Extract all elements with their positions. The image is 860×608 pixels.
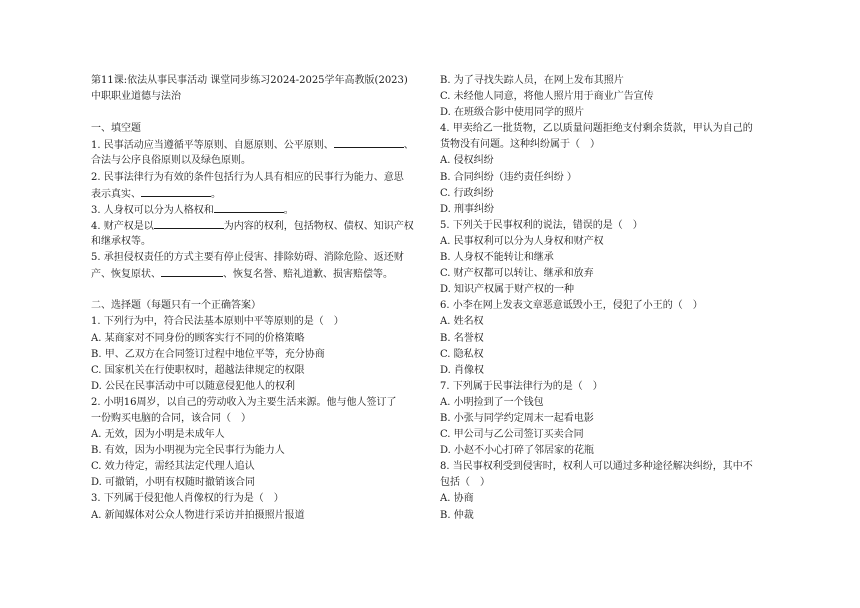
choice-line: 一份购买电脑的合同，该合同（ ） bbox=[91, 412, 251, 424]
fill-q3-line bbox=[91, 202, 427, 218]
fill-q4-line-2: 和继承权等。 bbox=[91, 235, 151, 247]
left-column bbox=[91, 73, 427, 524]
fill-q5-line-1: 5. 承担侵权责任的方式主要有停止侵害、排除妨碍、消除危险、返还财 bbox=[91, 252, 404, 264]
choice-line: 7. 下列属于民事法律行为的是（ ） bbox=[440, 380, 603, 392]
choice-line: 3. 下列属于侵犯他人肖像权的行为是（ ） bbox=[91, 493, 284, 505]
choice-line: A. 民事权利可以分为人身权和财产权 bbox=[440, 235, 604, 247]
fill-q3-text-end: 。 bbox=[283, 204, 294, 216]
choice-line: D. 知识产权属于财产权的一种 bbox=[440, 284, 575, 296]
choice-line: B. 有效，因为小明视为完全民事行为能力人 bbox=[91, 445, 285, 457]
choice-line: 包括（ ） bbox=[440, 477, 490, 489]
choice-line: B. 名誉权 bbox=[440, 332, 484, 344]
answer-blank[interactable] bbox=[334, 137, 404, 148]
choice-line: 6. 小李在网上发表文章恶意诋毁小王，侵犯了小王的（ ） bbox=[440, 300, 703, 312]
fill-q4-text-end: 为内容的权利，包括物权、债权、知识产权 bbox=[223, 220, 414, 232]
right-column bbox=[440, 73, 775, 524]
choice-line: 2. 小明16周岁，以自己的劳动收入为主要生活来源。他与他人签订了 bbox=[91, 396, 397, 408]
fill-q2-text-end: 。 bbox=[211, 188, 221, 200]
doc-title-line-1: 第11课:依法从事民事活动 课堂同步练习2024-2025学年高教版(2023) bbox=[91, 75, 408, 86]
answer-blank[interactable] bbox=[214, 202, 284, 213]
choice-line: D. 可撤销，小明有权随时撤销该合同 bbox=[91, 477, 256, 489]
choice-line: C. 效力待定，需经其法定代理人追认 bbox=[91, 461, 255, 473]
choice-line: B. 为了寻找失踪人员，在网上发布其照片 bbox=[440, 75, 624, 86]
choice-line: A. 新闻媒体对公众人物进行采访并拍摄照片报道 bbox=[91, 509, 305, 521]
fill-q3-text: 3. 人身权可以分为人格权和 bbox=[91, 204, 214, 216]
choice-line: A. 侵权纠纷 bbox=[440, 155, 494, 167]
fill-q5-line-2 bbox=[91, 266, 427, 282]
choice-line: D. 肖像权 bbox=[440, 364, 485, 376]
choice-line: A. 某商家对不同身份的顾客实行不同的价格策略 bbox=[91, 332, 305, 344]
fill-q1-line-1 bbox=[91, 137, 427, 153]
choice-line: A. 小明捡到了一个钱包 bbox=[440, 396, 544, 408]
fill-q5-text-end: 、恢复名誉、赔礼道歉、损害赔偿等。 bbox=[223, 269, 393, 281]
fill-in-heading: 一、填空题 bbox=[91, 123, 141, 135]
choice-line: 5. 下列关于民事权利的说法，错误的是（ ） bbox=[440, 219, 643, 231]
doc-title-line-2: 中职职业道德与法治 bbox=[91, 91, 181, 103]
fill-q1-line-2: 合法与公序良俗原则以及绿色原则。 bbox=[91, 155, 251, 167]
choice-line: 1. 下列行为中，符合民法基本原则中平等原则的是（ ） bbox=[91, 316, 344, 328]
fill-q1-text-end: 、 bbox=[403, 140, 414, 152]
choice-line: B. 合同纠纷（违约责任纠纷 ） bbox=[440, 171, 577, 183]
choice-line: B. 仲裁 bbox=[440, 509, 474, 521]
spacer bbox=[91, 282, 427, 298]
choice-line: D. 刑事纠纷 bbox=[440, 203, 495, 215]
choice-line: A. 无效，因为小明是未成年人 bbox=[91, 429, 225, 441]
left-choice-list bbox=[91, 314, 427, 523]
choice-line: C. 财产权都可以转让、继承和放弃 bbox=[440, 268, 594, 280]
choice-line: C. 隐私权 bbox=[440, 348, 484, 360]
answer-blank[interactable] bbox=[161, 266, 223, 277]
choice-line: B. 甲、乙双方在合同签订过程中地位平等，充分协商 bbox=[91, 348, 325, 360]
choice-line: D. 公民在民事活动中可以随意侵犯他人的权利 bbox=[91, 380, 296, 392]
choice-line: A. 姓名权 bbox=[440, 316, 484, 328]
choice-line: A. 协商 bbox=[440, 493, 474, 505]
choice-line: 8. 当民事权利受到侵害时，权利人可以通过多种途径解决纠纷，其中不 bbox=[440, 461, 753, 473]
answer-blank[interactable] bbox=[141, 186, 211, 197]
fill-q2-line-2 bbox=[91, 186, 427, 202]
choice-line: D. 在班级合影中使用同学的照片 bbox=[440, 107, 585, 119]
choice-line: D. 小赵不小心打碎了邻居家的花瓶 bbox=[440, 445, 595, 457]
spacer bbox=[91, 105, 427, 121]
fill-q2-text: 表示真实、 bbox=[91, 188, 141, 200]
fill-q4-text: 4. 财产权是以 bbox=[91, 220, 154, 232]
choice-line: 4. 甲卖给乙一批货物，乙以质量问题拒绝支付剩余货款，甲认为自己的 bbox=[440, 123, 753, 135]
choice-line: C. 国家机关在行使职权时，超越法律规定的权限 bbox=[91, 364, 305, 376]
answer-blank[interactable] bbox=[154, 218, 224, 229]
choice-line: C. 行政纠纷 bbox=[440, 187, 494, 199]
fill-q1-text: 1. 民事活动应当遵循平等原则、自愿原则、公平原则、 bbox=[91, 140, 334, 152]
choice-line: C. 甲公司与乙公司签订买卖合同 bbox=[440, 429, 584, 441]
right-choice-list bbox=[440, 73, 775, 524]
choice-line: B. 小张与同学约定周末一起看电影 bbox=[440, 412, 594, 424]
choice-line: 货物没有问题。这种纠纷属于（ ） bbox=[440, 139, 600, 151]
choice-line: C. 未经他人同意，将他人照片用于商业广告宣传 bbox=[440, 91, 654, 103]
choice-heading: 二、选择题（每题只有一个正确答案） bbox=[91, 300, 261, 312]
choice-line: B. 人身权不能转让和继承 bbox=[440, 252, 554, 264]
fill-q4-line-1 bbox=[91, 218, 427, 234]
fill-q2-line-1: 2. 民事法律行为有效的条件包括行为人具有相应的民事行为能力、意思 bbox=[91, 171, 404, 183]
fill-q5-text: 产、恢复原状、 bbox=[91, 269, 161, 281]
